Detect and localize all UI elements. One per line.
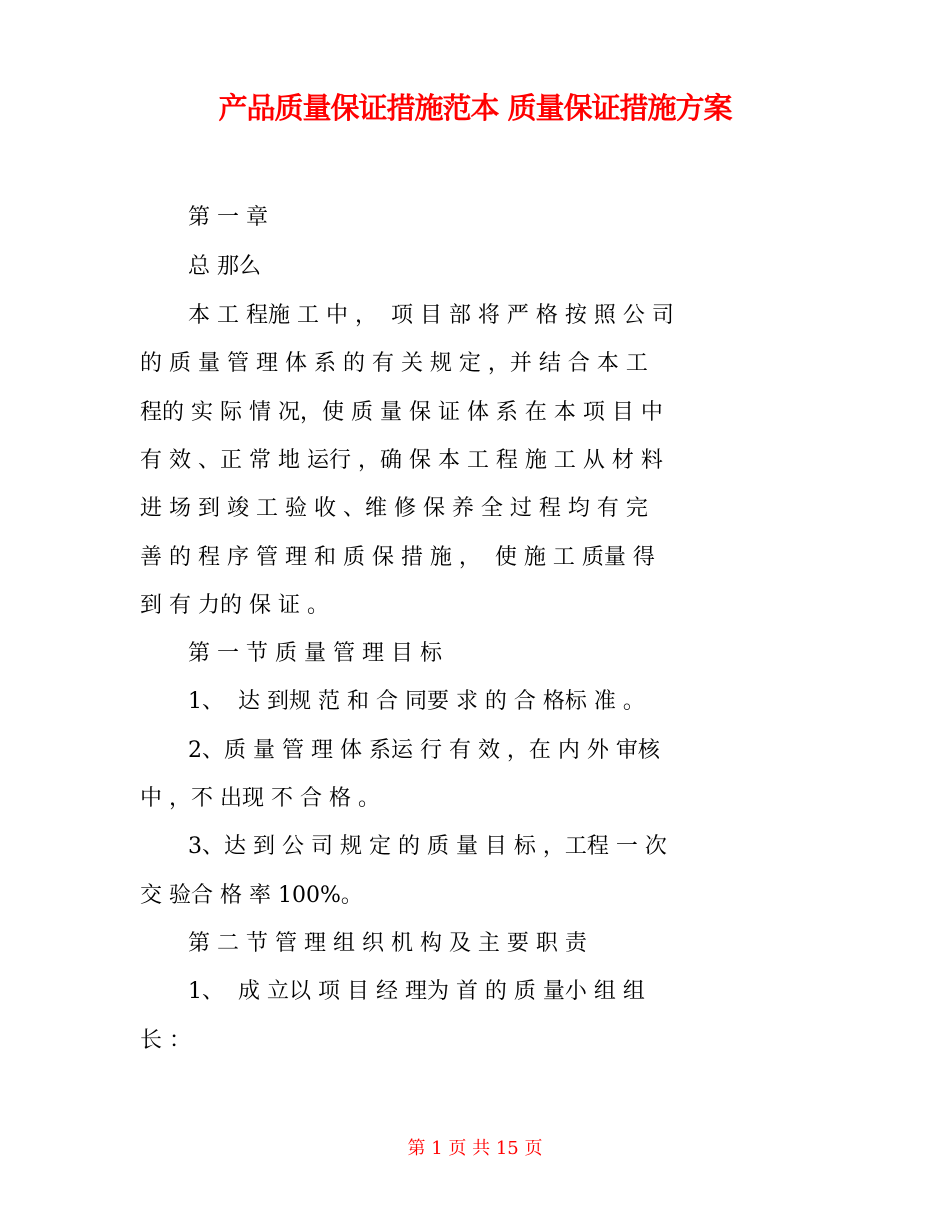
page-footer: 第 1 页 共 15 页 xyxy=(407,1138,543,1159)
paragraph-line: 进 场 到 竣 工 验 收 、维 修 保 养 全 过 程 均 有 完 xyxy=(140,496,648,521)
list-item: 1、 成 立以 项 目 经 理为 首 的 质 量小 组 组 xyxy=(188,979,645,1004)
list-item-continuation: 中 ，不 出现 不 合 格 。 xyxy=(140,786,380,811)
list-item-continuation: 交 验合 格 率 100%。 xyxy=(140,883,363,908)
section-heading: 第 二 节 管 理 组 织 机 构 及 主 要 职 责 xyxy=(188,931,587,956)
section-heading: 第 一 节 质 量 管 理 目 标 xyxy=(188,641,442,666)
paragraph-line: 本 工 程施 工 中 ， 项 目 部 将 严 格 按 照 公 司 xyxy=(188,303,674,328)
paragraph-line: 善 的 程 序 管 理 和 质 保 措 施 ， 使 施 工 质量 得 xyxy=(140,545,655,570)
list-item: 2、质 量 管 理 体 系运 行 有 效 ，在 内 外 审核 xyxy=(188,738,660,763)
paragraph-line: 的 质 量 管 理 体 系 的 有 关 规 定 ，并 结 合 本 工 xyxy=(140,351,648,376)
list-item: 1、 达 到规 范 和 合 同要 求 的 合 格标 准 。 xyxy=(188,689,645,714)
paragraph-line: 程的 实 际 情 况，使 质 量 保 证 体 系 在 本 项 目 中 xyxy=(140,400,663,425)
paragraph-line: 到 有 力的 保 证 。 xyxy=(140,593,329,618)
chapter-subtitle: 总 那么 xyxy=(188,254,261,279)
paragraph-line: 有 效 、正 常 地 运行 ，确 保 本 工 程 施 工 从 材 料 xyxy=(140,448,663,473)
list-item-continuation: 长 ： xyxy=(140,1028,191,1053)
list-item: 3、达 到 公 司 规 定 的 质 量 目 标 ，工程 一 次 xyxy=(188,834,667,859)
chapter-heading: 第 一 章 xyxy=(188,205,268,230)
document-title: 产品质量保证措施范本 质量保证措施方案 xyxy=(218,91,732,125)
